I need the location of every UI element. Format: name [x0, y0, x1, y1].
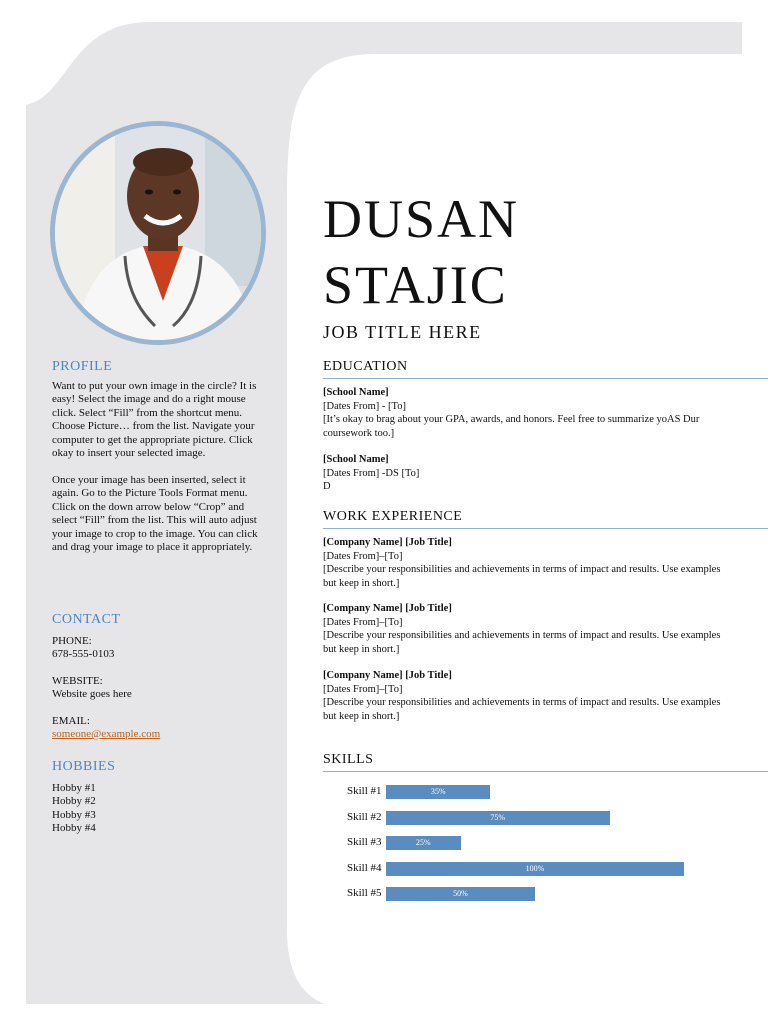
skill-bar: 25%: [386, 836, 461, 850]
company-name: [Company Name]: [323, 537, 403, 548]
education-description: D: [323, 481, 331, 492]
job-title-placeholder: [Job Title]: [405, 670, 452, 681]
first-name: DUSAN: [323, 189, 520, 249]
work-dates: [Dates From]–[To]: [323, 550, 403, 562]
education-dates: [Dates From] - [To]: [323, 400, 406, 412]
hobbies-heading: HOBBIES: [52, 759, 116, 774]
education-entry: [323, 453, 723, 494]
profile-heading: PROFILE: [52, 359, 113, 374]
work-description: [Describe your responsibilities and achievements in terms of impact and results. Use examples but keep in short.]: [323, 697, 721, 722]
company-name: [Company Name]: [323, 603, 403, 614]
website-label: WEBSITE:: [52, 674, 103, 687]
contact-section: [52, 613, 268, 742]
profile-section: [52, 360, 268, 555]
work-experience-heading: WORK EXPERIENCE: [323, 509, 768, 529]
skill-label: Skill #2: [347, 810, 382, 823]
job-title-placeholder: [Job Title]: [405, 603, 452, 614]
skill-bar: 75%: [386, 811, 610, 825]
phone-value: 678-555-0103: [52, 648, 115, 660]
last-name: STAJIC: [323, 255, 508, 315]
hobby-item: Hobby #2: [52, 795, 96, 807]
hobby-item: Hobby #3: [52, 808, 96, 821]
company-name: [Company Name]: [323, 670, 403, 681]
education-dates: [Dates From] -DS [To]: [323, 467, 420, 479]
work-dates: [Dates From]–[To]: [323, 616, 403, 628]
work-dates: [Dates From]–[To]: [323, 683, 403, 695]
education-entry: [323, 386, 723, 440]
work-description: [Describe your responsibilities and achievements in terms of impact and results. Use examples but keep in short.]: [323, 564, 721, 589]
skills-heading: SKILLS: [323, 752, 768, 772]
school-name: [School Name]: [323, 454, 389, 465]
skill-bar: 50%: [386, 887, 535, 901]
education-description: [It’s okay to brag about your GPA, awards, and honors. Feel free to summarize yoAS Dur coursework too.]: [323, 414, 700, 439]
profile-paragraph-2: Once your image has been inserted, select it again. Go to the Picture Tools Format menu. Click on the down arrow below “Crop” and select “Fill” from the list. This will auto adjust your image to crop to the image. You can click and drag your image to place it appropriately.: [52, 473, 258, 553]
phone-label: PHONE:: [52, 634, 92, 647]
skill-bar: 100%: [386, 862, 684, 876]
skill-bar: 35%: [386, 785, 490, 799]
hobby-item: Hobby #4: [52, 822, 96, 834]
work-entry: [323, 669, 723, 723]
skill-label: Skill #4: [347, 861, 382, 874]
contact-heading: CONTACT: [52, 612, 121, 627]
skill-label: Skill #1: [347, 785, 382, 797]
skill-label: Skill #5: [347, 887, 382, 899]
school-name: [School Name]: [323, 387, 389, 398]
skill-label: Skill #3: [347, 836, 382, 848]
email-label: EMAIL:: [52, 714, 90, 727]
work-description: [Describe your responsibilities and achievements in terms of impact and results. Use examples but keep in short.]: [323, 630, 721, 655]
hobby-item: Hobby #1: [52, 781, 96, 794]
job-title-placeholder: [Job Title]: [405, 537, 452, 548]
work-entry: [323, 602, 723, 656]
education-heading: EDUCATION: [323, 359, 768, 379]
work-entry: [323, 536, 723, 590]
website-value: Website goes here: [52, 688, 132, 700]
job-title: JOB TITLE HERE: [323, 322, 482, 342]
email-link[interactable]: someone@example.com: [52, 728, 161, 740]
name-heading: [323, 186, 519, 318]
profile-paragraph-1: Want to put your own image in the circle? It is easy! Select the image and do a right mouse click. Select “Fill” from the shortcut menu. Choose Picture… from the list. Navigate your computer to get the appropriate picture. Click okay to insert your selected image.: [52, 379, 257, 459]
hobbies-section: [52, 760, 268, 836]
profile-photo: [50, 121, 266, 345]
